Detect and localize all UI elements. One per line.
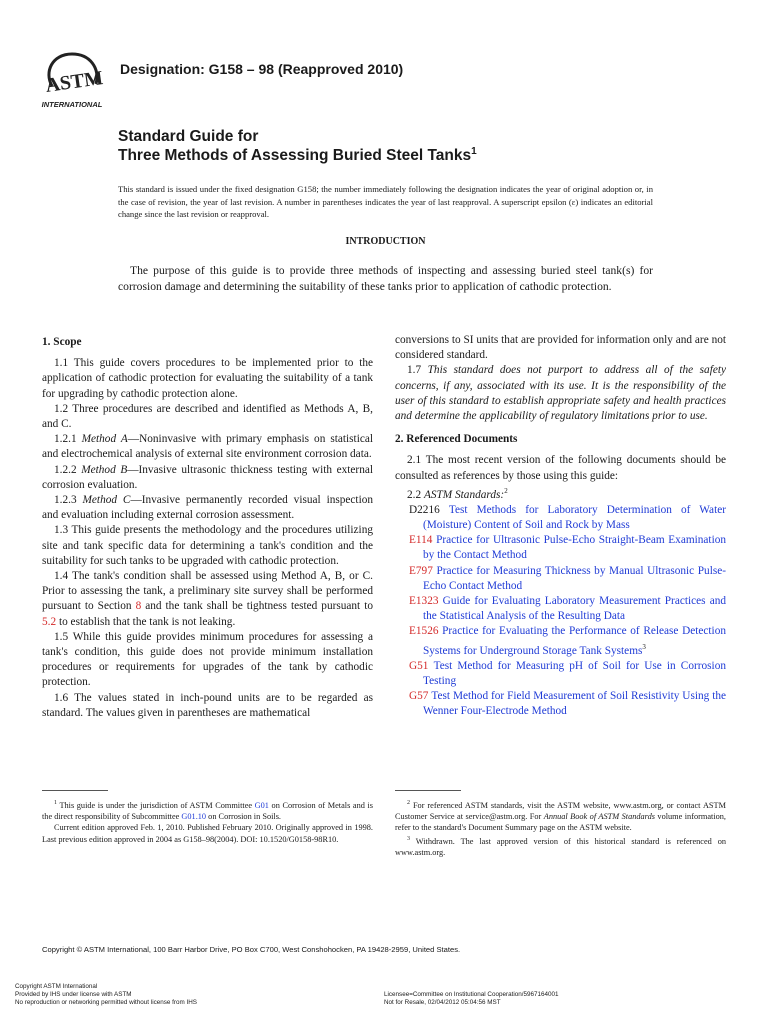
para-1-4: 1.4 The tank's condition shall be assessed using Method A, B, or C. Prior to assessing the tank, a preliminary site survey shall be performed pursuant to Section 8 and the tank shall be tightness tested pursuant to 5.2 to establish that the tank is not leaking. — [42, 570, 373, 628]
introduction-body: The purpose of this guide is to provide three methods of inspecting and assessing buried steel tank(s) for corrosion damage and determining the suitability of these tanks prior to application of cathodic protection. — [118, 264, 653, 294]
reference-item — [409, 533, 726, 563]
reference-code[interactable]: E1526 — [409, 625, 439, 638]
reference-code[interactable]: D2216 — [409, 503, 440, 516]
para-1-2-1: 1.2.1 Method A—Noninvasive with primary emphasis on statistical and electrochemical analysis of external site environment corrosion data. — [42, 433, 374, 461]
footnote-rule-left — [42, 790, 108, 791]
reference-item — [409, 624, 726, 658]
reference-item — [409, 659, 726, 689]
reference-code[interactable]: E114 — [409, 534, 433, 547]
para-2-2: 2.2 ASTM Standards:$^2$ — [407, 486, 508, 501]
scope-heading: 1. Scope — [42, 336, 82, 348]
reference-item — [409, 689, 726, 719]
para-1-2-2: 1.2.2 Method B—Invasive ultrasonic thickness testing with external corrosion evaluation. — [42, 463, 373, 491]
license-info-left: Copyright ASTM International Provided by IHS under license with ASTM No reproduction or networking permitted without license from IHS — [15, 983, 197, 1007]
subcommittee-g01-10-link[interactable]: G01.10 — [181, 812, 207, 822]
footnote-1: $^1$ This guide is under the jurisdiction of ASTM Committee G01 on Corrosion of Metals and is the direct responsibility of Subcommittee G01.10 on Corrosion in Soils. — [42, 800, 373, 822]
copyright-line: Copyright © ASTM International, 100 Barr Harbor Drive, PO Box C700, West Conshohocken, PA 19428-2959, United States. — [42, 945, 461, 954]
para-1-1: 1.1 This guide covers procedures to be implemented prior to the application of cathodic protection for evaluating the suitability of a tank for upgrading by cathodic protection alone. — [42, 357, 373, 400]
para-2-1: 2.1 The most recent version of the following documents should be consulted as references by those using this guide: — [395, 454, 726, 482]
section-8-link[interactable]: 8 — [135, 600, 142, 613]
designation: Designation: G158 – 98 (Reapproved 2010) — [120, 61, 404, 77]
reference-title-link[interactable]: Guide for Evaluating Laboratory Measurement Practices and the Statistical Analysis of the Resulting Data — [423, 595, 727, 623]
left-column — [42, 333, 373, 721]
reference-title-link[interactable]: Test Method for Field Measurement of Soil Resistivity Using the Wenner Four-Electrode Method — [423, 690, 727, 718]
footnote-3: $^3$ Withdrawn. The last approved version of this historical standard is referenced on www.astm.org. — [395, 835, 726, 857]
svg-text:ASTM: ASTM — [44, 67, 105, 97]
footnotes-left — [42, 798, 373, 845]
title-line1: Standard Guide for — [118, 128, 259, 145]
reference-title-link[interactable]: Practice for Evaluating the Performance of Release Detection Systems for Underground Storage Tank Systems — [423, 625, 726, 657]
reference-item — [409, 503, 726, 533]
reference-code[interactable]: E797 — [409, 564, 433, 577]
title-footnote-marker[interactable]: 1 — [471, 146, 477, 157]
reference-item — [409, 594, 726, 624]
astm-logo — [38, 50, 114, 112]
license-info-right: Licensee=Committee on Institutional Cooperation/5967164001 Not for Resale, 02/04/2012 05:04:56 MST — [384, 991, 559, 1007]
issuance-notice: This standard is issued under the fixed designation G158; the number immediately following the designation indicates the year of original adoption or, in the case of revision, the year of last revision. A number in parentheses indicates the year of last reapproval. A superscript epsilon (ε) indicates an editorial change since the last revision or reapproval. — [118, 184, 653, 219]
title-text: Three Methods of Assessing Buried Steel Tanks — [118, 147, 472, 165]
para-1-2-3: 1.2.3 Method C—Invasive permanently recorded visual inspection and evaluation including external corrosion assessment. — [42, 494, 374, 522]
title-line2 — [118, 146, 477, 165]
reference-footnote-marker: 3 — [642, 642, 646, 651]
introduction-heading: INTRODUCTION — [345, 236, 426, 247]
section-5-2-link[interactable]: 5.2 — [42, 615, 57, 628]
footnotes-right — [395, 798, 726, 858]
reference-title-link[interactable]: Test Methods for Laboratory Determination of Water (Moisture) Content of Soil and Rock by Mass — [423, 503, 726, 531]
referenced-documents-heading: 2. Referenced Documents — [395, 433, 518, 446]
astm-logo-icon — [38, 50, 114, 112]
svg-text:INTERNATIONAL: INTERNATIONAL — [41, 100, 103, 109]
para-1-7: 1.7 This standard does not purport to address all of the safety concerns, if any, associated with its use. It is the responsibility of the user of this standard to establish appropriate safety and health practices and determine the applicability of regulatory limitations prior to use. — [395, 364, 726, 423]
para-1-6: 1.6 The values stated in inch-pound units are to be regarded as standard. The values given in parentheses are mathematical — [42, 691, 373, 719]
para-1-6-continued: conversions to SI units that are provided for information only and are not considered standard. — [395, 334, 726, 362]
footnote-1-edition: Current edition approved Feb. 1, 2010. Published February 2010. Originally approved in 1998. Last previous edition approved in 2004 as G158–98(2004). DOI: 10.1520/G0158-98R10. — [42, 823, 373, 844]
reference-item — [409, 564, 726, 594]
reference-list — [395, 503, 726, 720]
committee-g01-link[interactable]: G01 — [254, 800, 269, 810]
reference-title-link[interactable]: Practice for Ultrasonic Pulse-Echo Straight-Beam Examination by the Contact Method — [423, 534, 727, 562]
reference-code[interactable]: G57 — [409, 690, 429, 702]
reference-title-link[interactable]: Practice for Measuring Thickness by Manual Ultrasonic Pulse-Echo Contact Method — [423, 564, 727, 592]
para-1-2: 1.2 Three procedures are described and identified as Methods A, B, and C. — [42, 402, 373, 431]
footnote-rule-right — [395, 790, 461, 791]
para-1-3: 1.3 This guide presents the methodology and the procedures utilizing site and tank specific data for determining a tank's condition and the suitability for such tanks to be upgraded with cathodic protection. — [42, 524, 373, 567]
reference-code[interactable]: G51 — [409, 659, 429, 672]
reference-code[interactable]: E1323 — [409, 595, 439, 608]
right-column — [395, 333, 726, 719]
reference-title-link[interactable]: Test Method for Measuring pH of Soil for Use in Corrosion Testing — [423, 659, 726, 687]
para-1-5: 1.5 While this guide provides minimum procedures for assessing a tank's condition, this guide does not provide minimum installation procedures or requirements for upgrades of the tank by cathodic protection. — [42, 630, 373, 689]
footnote-2: $^2$ For referenced ASTM standards, visit the ASTM website, www.astm.org, or contact ASTM Customer Service at service@astm.org. For Annual Book of ASTM Standards volume information, refer to the standard's Document Summary page on the ASTM website. — [395, 800, 726, 833]
